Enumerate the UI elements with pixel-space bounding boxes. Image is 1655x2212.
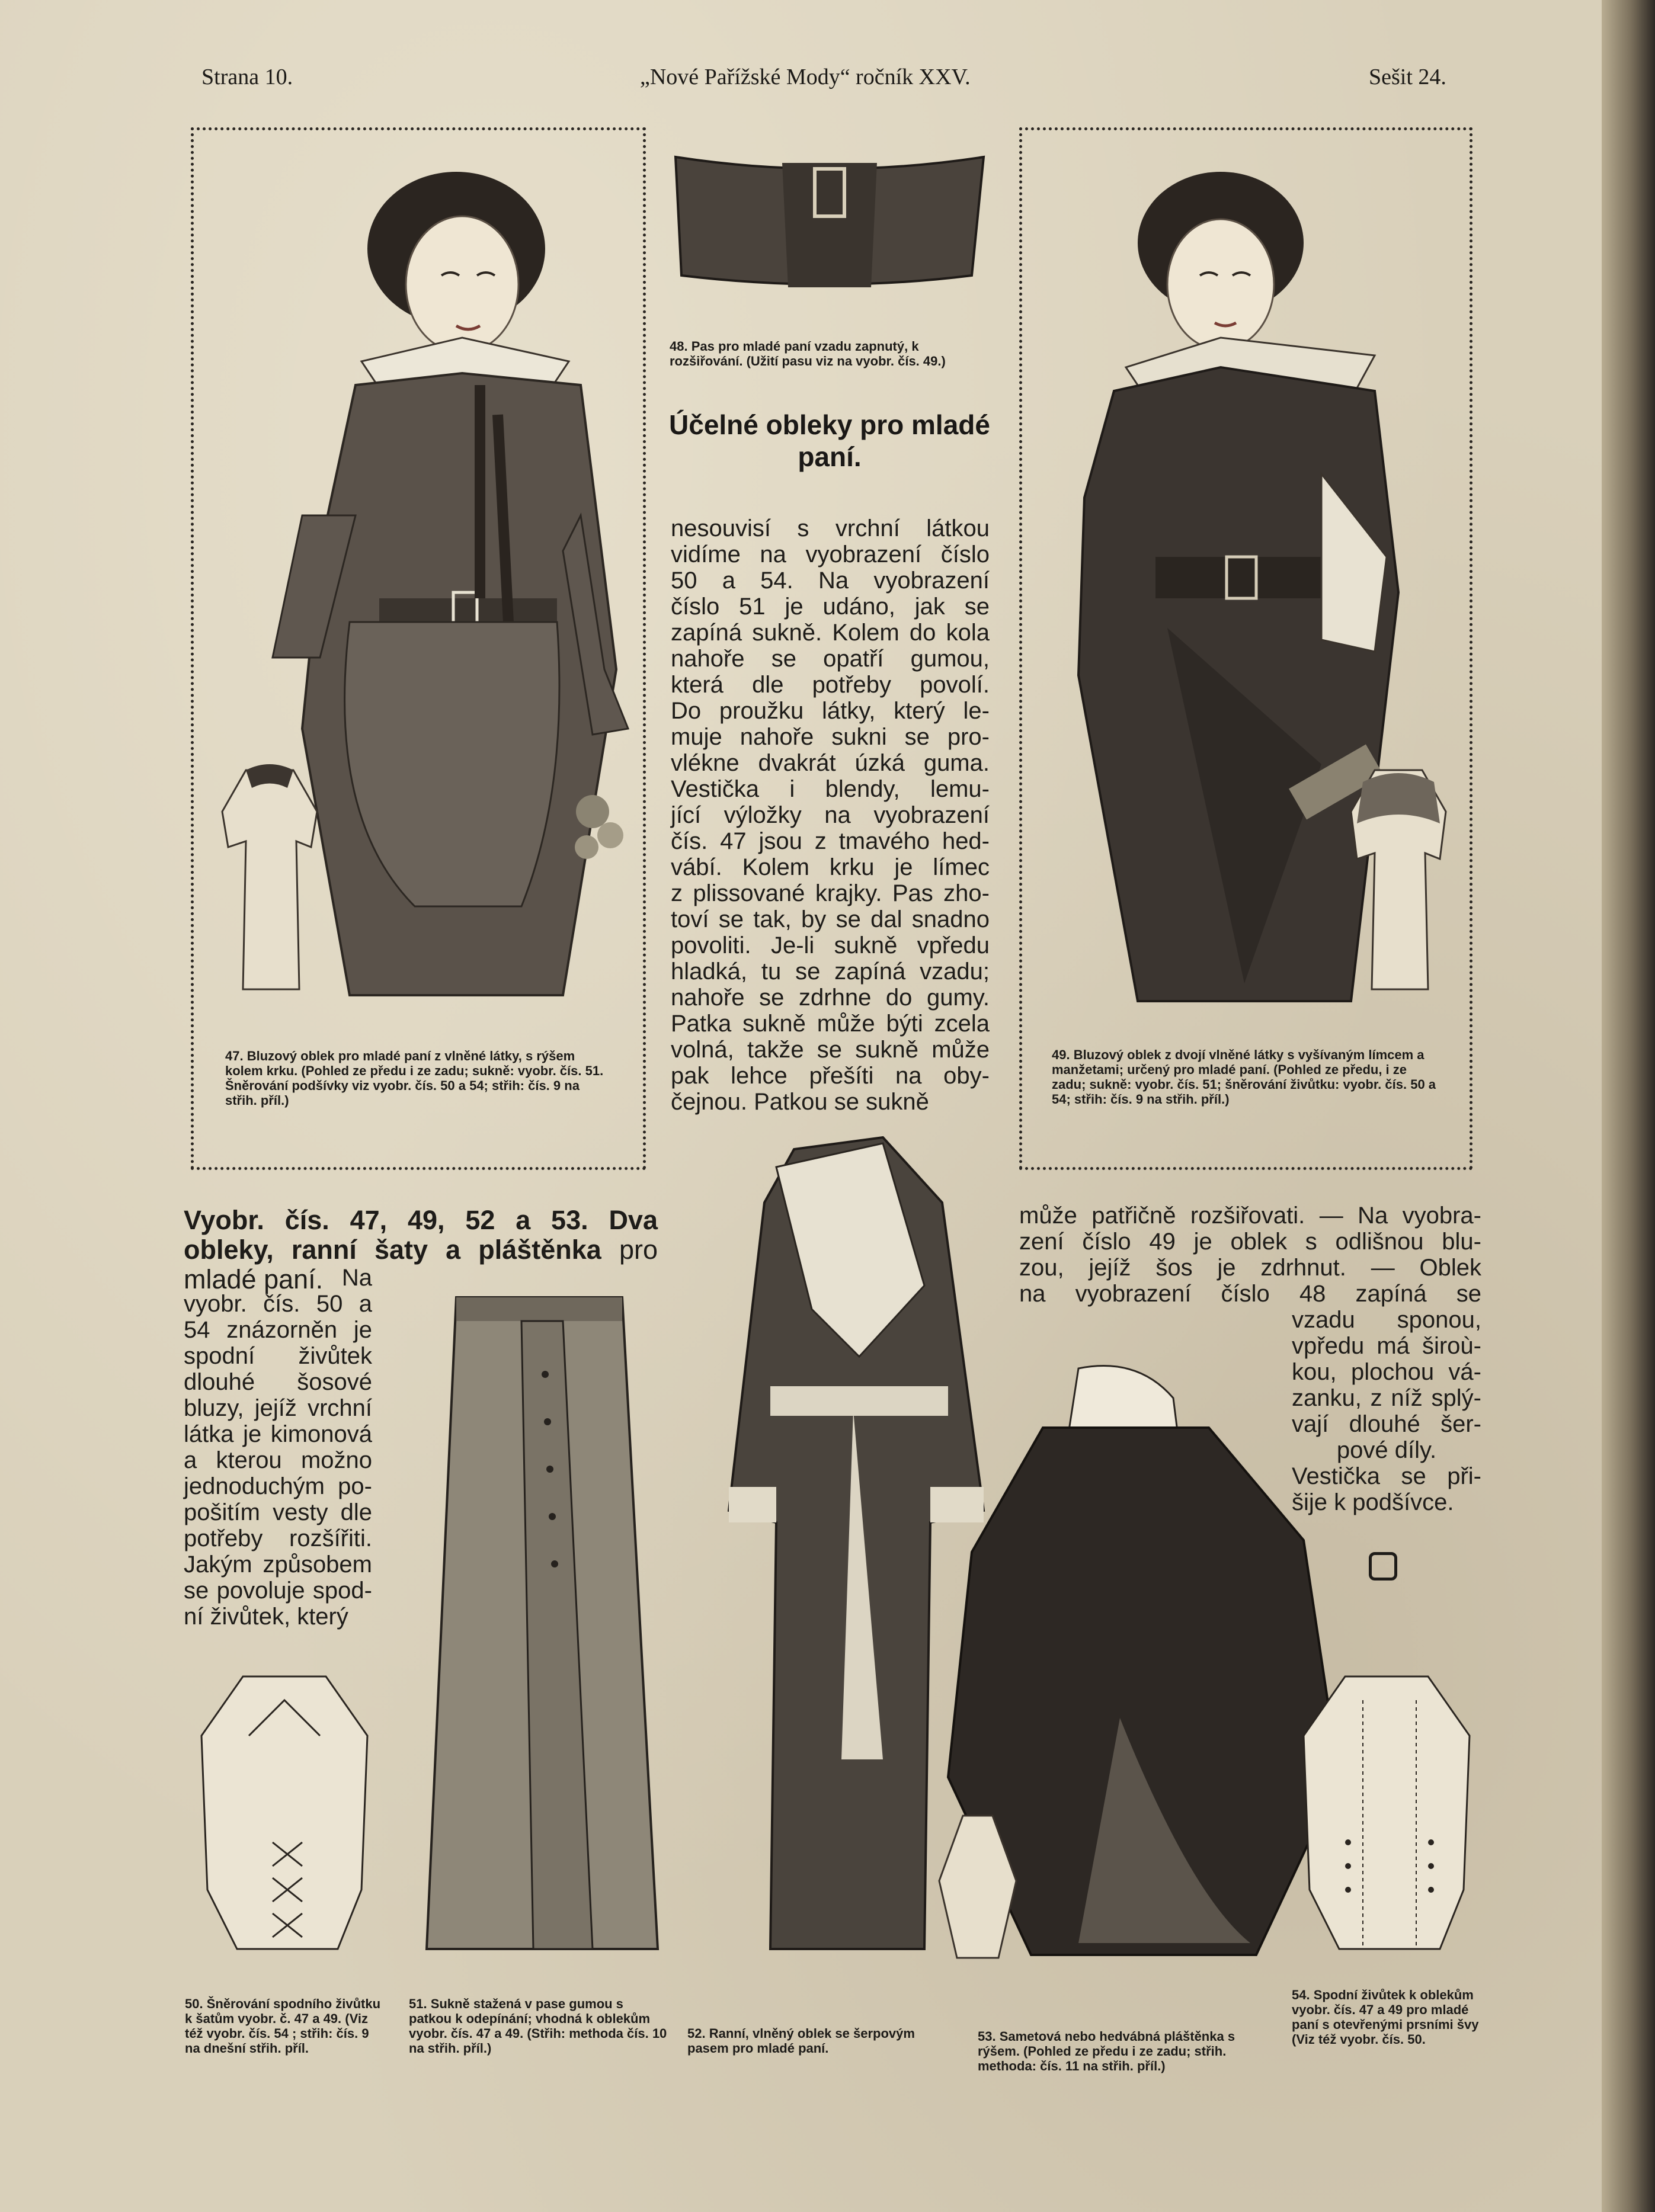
figure-51-caption: 51. Sukně stažená v pase gumou s patkou k odepínání; vhodná k oblekům vyobr. čís. 47 a 49. (Střih: methoda čís. 10 na střih. příl.) <box>409 1996 667 2056</box>
figure-50-bodice <box>190 1665 385 1973</box>
figure-54-bodice <box>1292 1665 1487 1973</box>
figure-48-caption: 48. Pas pro mladé paní vzadu zapnutý, k rozšiřování. (Užití pasu viz na vyobr. čís. 49.) <box>670 339 946 368</box>
article-intro-bold: Vyobr. čís. 47, 49, 52 a 53. Dva obleky, ranní šaty a pláštěnka <box>184 1205 658 1265</box>
end-mark-icon <box>1369 1552 1397 1581</box>
figure-51-skirt <box>415 1285 664 1967</box>
figure-50-caption: 50. Šněrování spodního živůtku k šatům vyobr. č. 47 a 49. (Viz též vyobr. čís. 54 ; střih: čís. 9 na dnešní střih. příl. <box>185 1996 381 2056</box>
figure-52-caption: 52. Ranní, vlněný oblek se šerpovým pasem pro mladé paní. <box>687 2026 915 2056</box>
figure-54-caption: 54. Spodní živůtek k oblekům vyobr. čís. 47 a 49 pro mladé paní s otevřenými prsními švy (Viz též vyobr. čís. 50. <box>1292 1987 1479 2047</box>
issue-number: Sešit 24. <box>1369 65 1446 89</box>
figure-48-belt <box>664 145 995 299</box>
magazine-title: „Nové Pařížské Mody“ ročník XXV. <box>640 65 971 89</box>
article-column-left: Na vyobr. čís. 50 a 54 znázorněn je spodní živůtek dlouhé šosové bluzy, jejíž vrchní látka je kimonová a kterou možno jednoduchým po- pošitím vesty dle potřeby rozšířiti. Jakým způsobem se povoluje spod- ní živůtek, který <box>184 1265 372 1630</box>
figure-47-back-view <box>210 758 329 1007</box>
figure-49-caption: 49. Bluzový oblek z dvojí vlněné látky s vyšívaným límcem a manžetami; určený pro mladé paní. (Pohled ze předu, i ze zadu; sukně: vyobr. čís. 51; šněrování živůtku: vyobr. čís. 50 a 54; střih: čís. 9 na střih. příl.) <box>1052 1047 1436 1107</box>
figure-53-caption: 53. Sametová nebo hedvábná pláštěnka s rýšem. (Pohled ze předu i ze zadu; střih. methoda: čís. 11 na střih. příl.) <box>978 2029 1235 2073</box>
binding-spine <box>1602 0 1655 2212</box>
page-number: Strana 10. <box>201 65 293 89</box>
figure-47-caption: 47. Bluzový oblek pro mladé paní z vlněné látky, s rýšem kolem krku. (Pohled ze předu i ze zadu; sukně: vyobr. čís. 51. Šněrování podšívky viz vyobr. čís. 50 a 54; střih: čís. 9 na střih. příl.) <box>225 1049 604 1108</box>
article-column-right: může patřičně rozšiřovati. — Na vyobra- zení číslo 49 je oblek s odlišnou blu- zou, jejíž šos je zdrhnut. — Oblek na vyobrazení číslo 48 zapíná se vzadu sponou, vpředu má široù- kou, plochou vá- zanku, z níž splý- vají dlouhé šer- pové díly. Vestička se při- šije k podšívce. <box>1019 1203 1481 1515</box>
article-intro-rest: pro mladé paní. <box>184 1235 658 1294</box>
figure-53-back-view <box>933 1810 1022 1964</box>
article-title: Účelné obleky pro mladé paní. <box>669 409 990 472</box>
figure-49-back-view <box>1339 758 1458 1007</box>
article-column-center: nesouvisí s vrchní látkou vidíme na vyobrazení číslo 50 a 54. Na vyobrazení číslo 51 je udáno, jak se zapíná sukně. Kolem do kola nahoře se opatří gumou, která dle potřeby povolí. Do proužku látky, který le- muje nahoře sukni se pro- vlékne dvakrát úzká guma. Vestička i blendy, lemu- jící výložky na vyobrazení čís. 47 jsou z tmavého hed- vábí. Kolem krku je límec z plissované krajky. Pas zho- toví se tak, by se dal snadno povoliti. Je-li sukně vpředu hladká, tu se zapíná vzadu; nahoře se zdrhne do gumy. Patka sukně může býti zcela volná, takže se sukně může pak lehce přešíti na oby- čejnou. Patkou se sukně <box>671 515 990 1115</box>
